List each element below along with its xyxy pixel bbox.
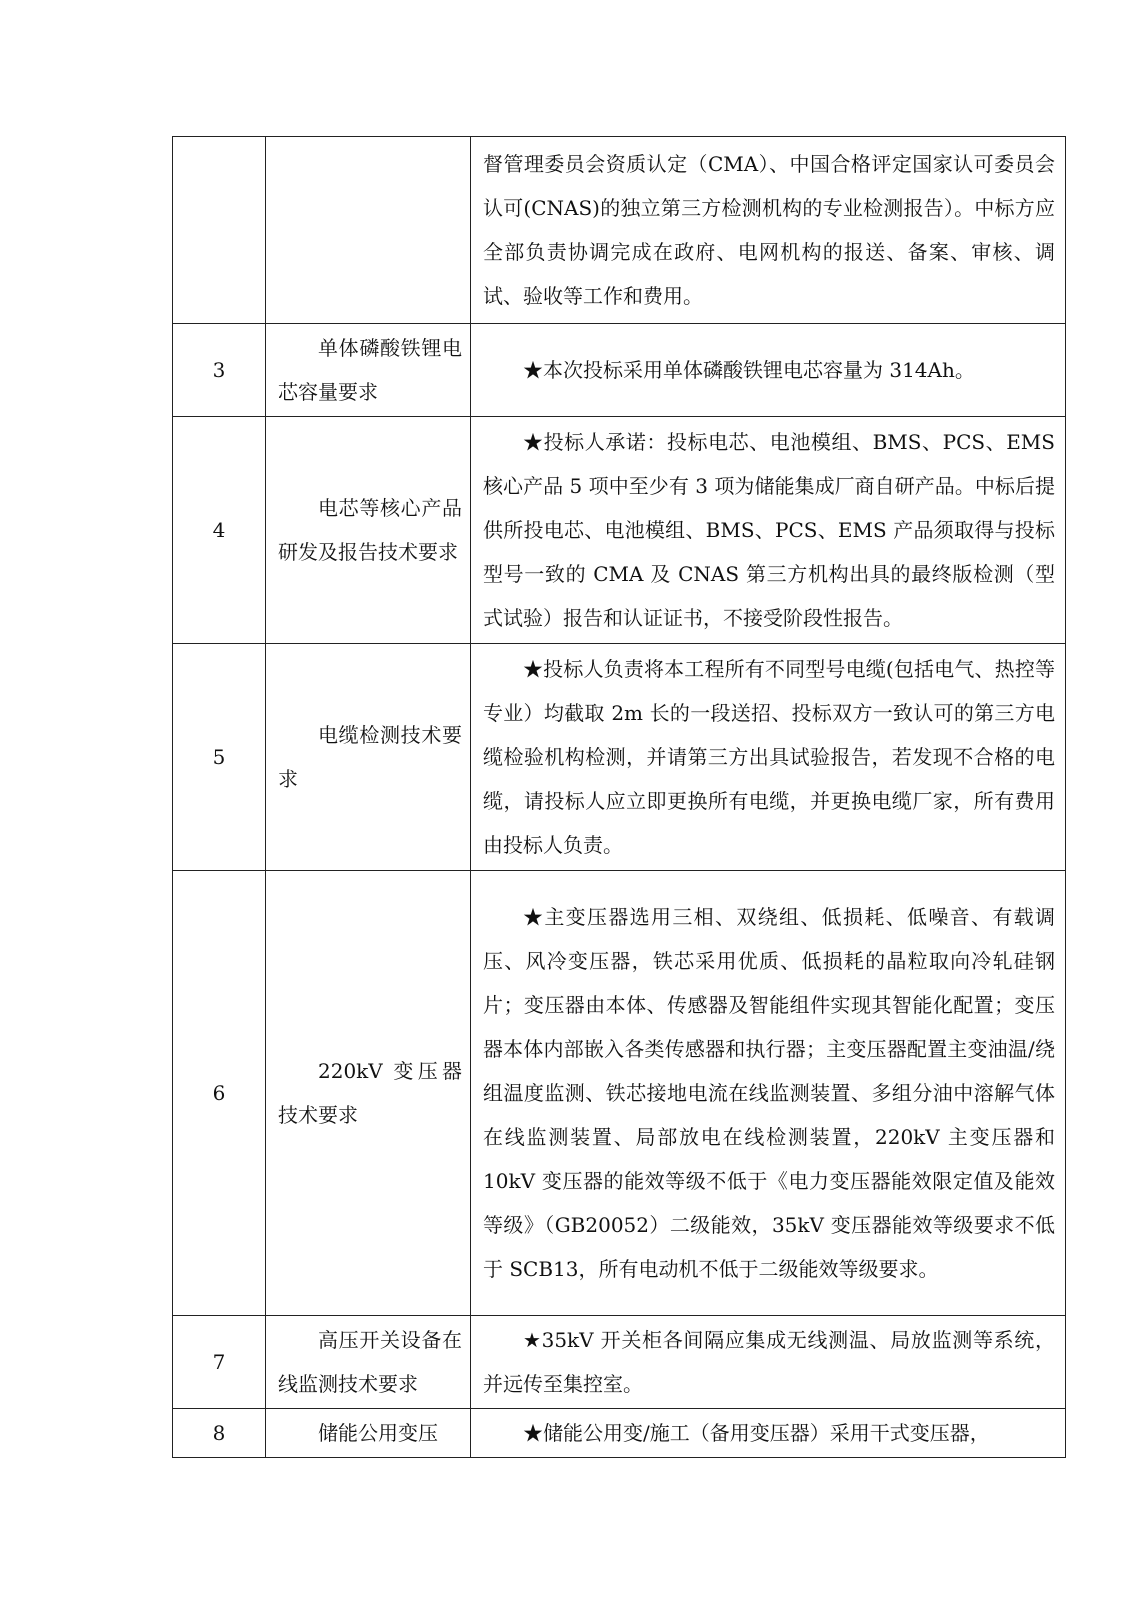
table-row bbox=[173, 324, 1066, 417]
requirement-desc-cell: ★储能公用变/施工（备用变压器）采用干式变压器， bbox=[471, 1409, 1066, 1458]
table-row bbox=[173, 1316, 1066, 1409]
row-number-cell: 4 bbox=[173, 417, 266, 644]
item-name-cell bbox=[266, 137, 471, 324]
row-number-cell: 7 bbox=[173, 1316, 266, 1409]
row-number-cell bbox=[173, 137, 266, 324]
requirements-table bbox=[172, 136, 1066, 1458]
item-name-cell: 电芯等核心产品研发及报告技术要求 bbox=[266, 417, 471, 644]
item-name-cell: 高压开关设备在线监测技术要求 bbox=[266, 1316, 471, 1409]
requirement-desc-cell: 督管理委员会资质认定（CMA）、中国合格评定国家认可委员会认可(CNAS)的独立第三方检测机构的专业检测报告）。中标方应全部负责协调完成在政府、电网机构的报送、备案、审核、调试、验收等工作和费用。 bbox=[471, 137, 1066, 324]
row-number-cell: 5 bbox=[173, 644, 266, 871]
requirement-desc-cell: ★投标人负责将本工程所有不同型号电缆(包括电气、热控等专业）均截取 2m 长的一段送招、投标双方一致认可的第三方电缆检验机构检测，并请第三方出具试验报告，若发现不合格的电缆，请投标人应立即更换所有电缆，并更换电缆厂家，所有费用由投标人负责。 bbox=[471, 644, 1066, 871]
item-name-cell: 储能公用变压 bbox=[266, 1409, 471, 1458]
table-row bbox=[173, 644, 1066, 871]
requirement-desc-cell: ★35kV 开关柜各间隔应集成无线测温、局放监测等系统，并远传至集控室。 bbox=[471, 1316, 1066, 1409]
item-name-cell: 220kV 变压器技术要求 bbox=[266, 871, 471, 1316]
item-name-cell: 电缆检测技术要求 bbox=[266, 644, 471, 871]
row-number-cell: 8 bbox=[173, 1409, 266, 1458]
table-row bbox=[173, 417, 1066, 644]
table-row bbox=[173, 1409, 1066, 1458]
requirement-desc-cell: ★投标人承诺：投标电芯、电池模组、BMS、PCS、EMS 核心产品 5 项中至少有 3 项为储能集成厂商自研产品。中标后提供所投电芯、电池模组、BMS、PCS、EMS 产品须取得与投标型号一致的 CMA 及 CNAS 第三方机构出具的最终版检测（型式试验）报告和认证证书，不接受阶段性报告。 bbox=[471, 417, 1066, 644]
row-number-cell: 3 bbox=[173, 324, 266, 417]
table-row bbox=[173, 137, 1066, 324]
requirement-desc-cell: ★主变压器选用三相、双绕组、低损耗、低噪音、有载调压、风冷变压器，铁芯采用优质、低损耗的晶粒取向冷轧硅钢片；变压器由本体、传感器及智能组件实现其智能化配置；变压器本体内部嵌入各类传感器和执行器；主变压器配置主变油温/绕组温度监测、铁芯接地电流在线监测装置、多组分油中溶解气体在线监测装置、局部放电在线检测装置，220kV 主变压器和 10kV 变压器的能效等级不低于《电力变压器能效限定值及能效等级》（GB20052）二级能效，35kV 变压器能效等级要求不低于 SCB13，所有电动机不低于二级能效等级要求。 bbox=[471, 871, 1066, 1316]
requirement-desc-cell: ★本次投标采用单体磷酸铁锂电芯容量为 314Ah。 bbox=[471, 324, 1066, 417]
table-row bbox=[173, 871, 1066, 1316]
row-number-cell: 6 bbox=[173, 871, 266, 1316]
item-name-cell: 单体磷酸铁锂电芯容量要求 bbox=[266, 324, 471, 417]
